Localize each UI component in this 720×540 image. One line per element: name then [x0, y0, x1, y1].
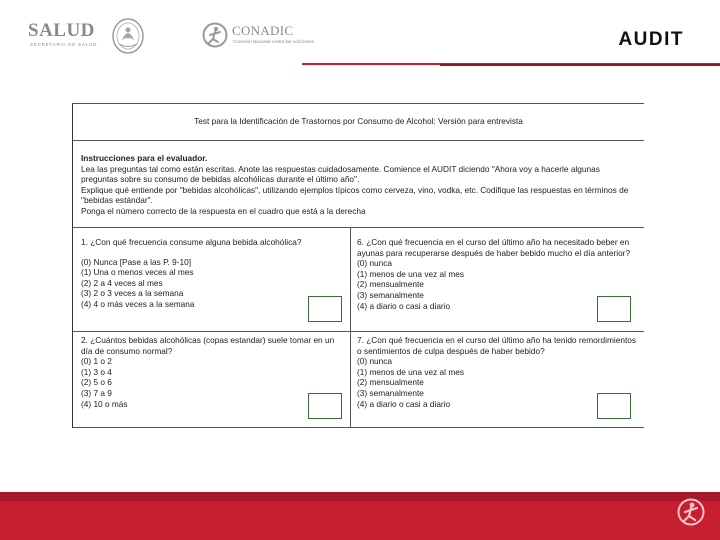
header-divider-accent: [440, 64, 720, 66]
column-divider: [350, 227, 351, 427]
answer-box-question-7[interactable]: [597, 393, 631, 419]
question-1: [81, 237, 346, 310]
question-2-option: (1) 3 o 4: [81, 366, 112, 377]
instructions-heading: Instrucciones para el evaluador.: [81, 153, 208, 163]
question-1-option: (3) 2 o 3 veces a la semana: [81, 288, 184, 299]
question-6-option: (0) nunca: [357, 258, 393, 269]
conadic-logo-subtext: Comisión Nacional contra las Adicciones: [233, 39, 315, 44]
instructions-line: Ponga el número correcto de la respuesta en el cuadro que está a la derecha: [81, 205, 366, 216]
conadic-logo: [202, 22, 315, 52]
question-1-option: (4) 4 o más veces a la semana: [81, 298, 195, 309]
question-7-option: (4) a diario o casi a diario: [357, 398, 451, 409]
question-2-option: (0) 1 o 2: [81, 356, 112, 367]
question-1-option: (2) 2 a 4 veces al mes: [81, 277, 163, 288]
question-6-option: (3) semanalmente: [357, 289, 424, 300]
footer-band-shade: [0, 492, 720, 501]
document-title: Test para la Identificación de Trastornos por Consumo de Alcohol: Versión para entrevista: [194, 116, 523, 126]
question-7-option: (1) menos de una vez al mes: [357, 366, 464, 377]
slide-title: AUDIT: [618, 29, 684, 50]
instructions-section: [81, 153, 640, 217]
salud-logo-text: SALUD: [28, 20, 95, 41]
conadic-figure-icon: [676, 497, 706, 527]
question-1-text: 1. ¿Con qué frecuencia consume alguna bebida alcohólica?: [81, 237, 302, 247]
instructions-line: "bebidas estándar".: [81, 195, 153, 206]
title-divider: [73, 140, 644, 141]
instructions-line: Lea las preguntas tal como están escritas. Anote las respuestas cuidadosamente. Comience el AUDIT diciendo "Ahora voy a hacerle algunas: [81, 163, 600, 174]
question-6-text: 6. ¿Con qué frecuencia en el curso del último año ha necesitado beber en ayunas para recuperarse después de haber bebido mucho el día anterior?: [357, 237, 631, 258]
instructions-line: Explique qué entiende por "bebidas alcohólicas", utilizando ejemplos típicos como cerveza, vino, vodka, etc. Codifique las respuestas en términos de: [81, 184, 629, 195]
conadic-logo-text: CONADIC: [232, 23, 294, 38]
question-7-option: (2) mensualmente: [357, 377, 424, 388]
question-row-divider: [73, 331, 644, 332]
question-2-option: (2) 5 o 6: [81, 377, 112, 388]
question-2: [81, 335, 346, 409]
question-7-text: 7. ¿Con qué frecuencia en el curso del último año ha tenido remordimientos o sentimientos de culpa después de haber bebido?: [357, 335, 637, 356]
question-7-option: (0) nunca: [357, 356, 393, 367]
question-1-option: (1) Una o menos veces al mes: [81, 267, 194, 278]
question-2-option: (3) 7 a 9: [81, 387, 112, 398]
answer-box-question-1[interactable]: [308, 296, 342, 322]
audit-questionnaire: [72, 103, 644, 428]
salud-logo: [28, 20, 108, 50]
answer-box-question-6[interactable]: [597, 296, 631, 322]
answer-box-question-2[interactable]: [308, 393, 342, 419]
question-6-option: (4) a diario o casi a diario: [357, 300, 451, 311]
conadic-figure-icon: [202, 22, 228, 48]
mexico-seal-icon: [110, 16, 146, 56]
question-6-option: (1) menos de una vez al mes: [357, 268, 464, 279]
question-1-option: (0) Nunca [Pase a las P. 9-10]: [81, 256, 192, 267]
question-7-option: (3) semanalmente: [357, 387, 424, 398]
instructions-divider: [73, 227, 644, 228]
question-6-option: (2) mensualmente: [357, 279, 424, 290]
instructions-line: preguntas sobre su consumo de bebidas alcohólicas durante el último año".: [81, 174, 360, 185]
question-2-option: (4) 10 o más: [81, 398, 128, 409]
question-2-text: 2. ¿Cuántos bebidas alcohólicas (copas estandar) suele tomar en un día de consumo normal?: [81, 335, 335, 356]
salud-logo-subtext: SECRETARÍA DE SALUD: [30, 42, 98, 47]
